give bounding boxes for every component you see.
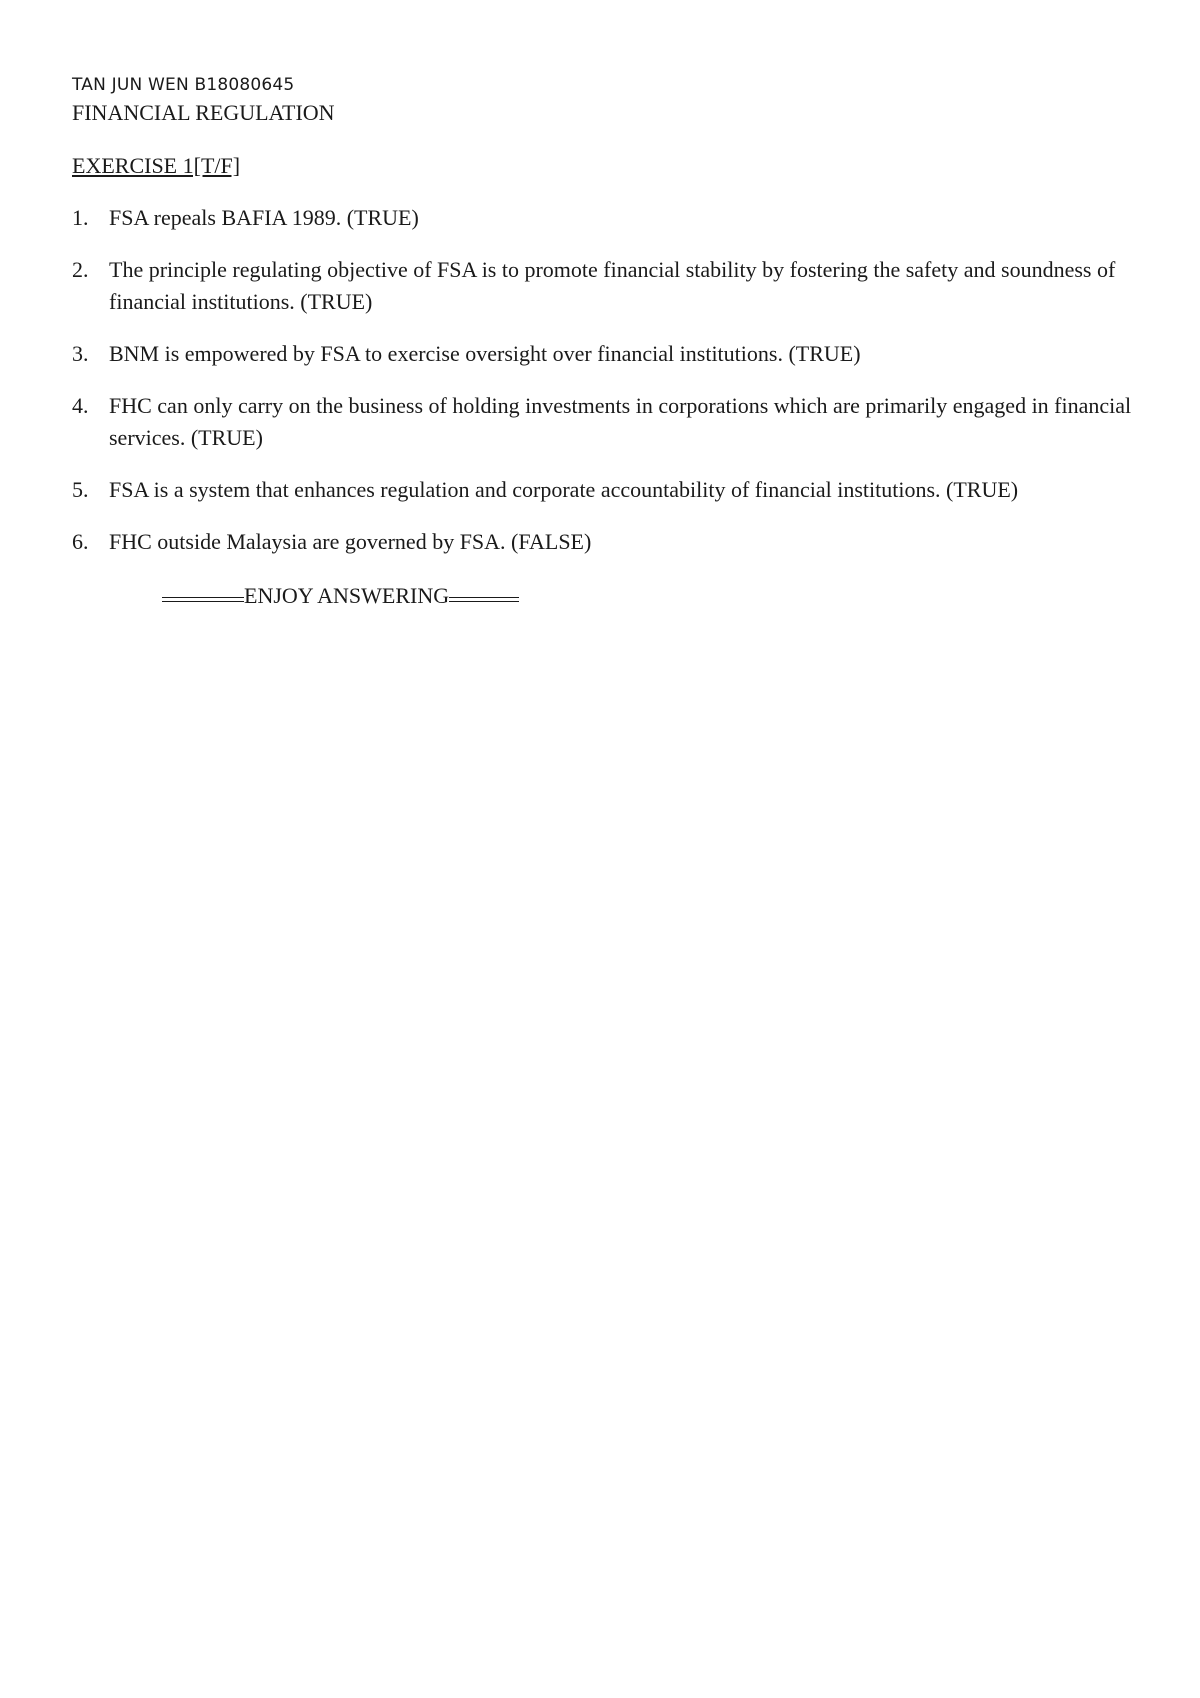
course-title: FINANCIAL REGULATION: [72, 100, 335, 125]
question-item-3: [72, 338, 1132, 370]
question-number: 6.: [72, 529, 89, 554]
question-number: 3.: [72, 341, 89, 366]
double-rule-right: [449, 597, 519, 602]
question-item-2: [72, 254, 1132, 318]
question-number: 5.: [72, 477, 89, 502]
question-number: 4.: [72, 393, 89, 418]
question-item-1: [72, 202, 1132, 234]
exercise-heading: EXERCISE 1[T/F]: [72, 153, 241, 178]
question-text: BNM is empowered by FSA to exercise oversight over financial institutions. (TRUE): [109, 341, 861, 366]
question-text: The principle regulating objective of FSA is to promote financial stability by fostering the safety and soundness of financial institutions. (TRUE): [109, 257, 1116, 314]
double-rule-left: [162, 597, 244, 602]
author-line: TAN JUN WEN B18080645: [72, 75, 295, 95]
question-item-6: [72, 526, 1132, 558]
closing-text: ENJOY ANSWERING: [244, 583, 450, 608]
question-text: FHC outside Malaysia are governed by FSA. (FALSE): [109, 529, 592, 554]
question-text: FHC can only carry on the business of holding investments in corporations which are primarily engaged in financial services. (TRUE): [109, 393, 1132, 450]
question-text: FSA repeals BAFIA 1989. (TRUE): [109, 205, 419, 230]
question-item-5: [72, 474, 1132, 506]
question-item-4: [72, 390, 1132, 454]
question-number: 2.: [72, 257, 89, 282]
question-list: [72, 202, 1132, 578]
question-number: 1.: [72, 205, 89, 230]
closing-banner: [162, 581, 519, 611]
question-text: FSA is a system that enhances regulation and corporate accountability of financial institutions. (TRUE): [109, 477, 1019, 502]
